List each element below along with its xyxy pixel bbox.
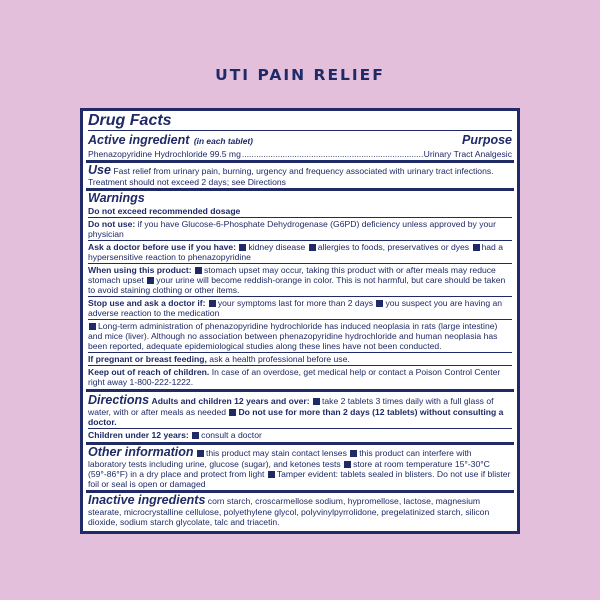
adults-direction-2: Do not use for more than 2 days (12 tablets) without consulting a doctor. [88,407,504,427]
bullet-square-icon [197,450,204,457]
use-text: Fast relief from urinary pain, burning, urgency and frequency associated with urinary tract infections. Treatment should not exceed 2 days; see Directions [88,166,494,187]
bullet-square-icon [313,398,320,405]
bullet-square-icon [209,300,216,307]
use-heading: Use [88,163,111,177]
active-ingredient-subheading: (in each tablet) [193,136,253,146]
bullet-square-icon [89,323,96,330]
long-term-warning: Long-term administration of phenazopyridine hydrochloride has induced neoplasia in rats (large intestine) and mice (liver). Although no association between phenazopyridine hydrochloride and human neoplasia has been reported, adequate epidemiological studies along these lines have not been conducted. [88,319,512,352]
bullet-square-icon [239,244,246,251]
ask-doctor-warning: Ask a doctor before use if you have: kidney disease allergies to foods, preservatives or dyes had a hypersensitive reaction to phenazopyridine [88,240,512,263]
bullet-square-icon [344,461,351,468]
adults-direction-1: take 2 tablets 3 times daily with a full glass of water, with or after meals as needed [88,396,494,417]
page-title: UTI PAIN RELIEF [215,66,385,84]
directions-section [86,389,514,442]
when-using-warning: When using this product: stomach upset may occur, taking this product with or after meals may reduce stomach upset your urine will become reddish-orange in color. This is not harmful, but care should be taken to avoid staining clothing or other items. [88,263,512,296]
bullet-square-icon [376,300,383,307]
children-direction: Children under 12 years: consult a doctor [88,428,512,441]
active-ingredient-heading: Active ingredient [88,133,190,147]
other-information-section: Other information this product may stain contact lenses this product can interfere with laboratory tests including urine, glucose (sugar), and ketones tests store at room temperature 15°-30°C (59°-86°F) in a dry place and protect from light Tamper evident: tablets sealed in blisters. Do not use if blister foil or seal is open or damaged [86,442,514,490]
bullet-square-icon [473,244,480,251]
pregnant-warning: If pregnant or breast feeding, ask a health professional before use. [88,352,512,365]
adults-label: Adults and children 12 years and over: [151,396,310,406]
bullet-square-icon [147,277,154,284]
inactive-ingredients-section [86,490,514,528]
do-not-use-warning: Do not use: if you have Glucose-6-Phosphate Dehydrogenase (G6PD) deficiency unless approved by your physician [88,217,512,240]
ingredient-row [88,149,512,159]
purpose-heading: Purpose [461,133,512,147]
bullet-square-icon [350,450,357,457]
warnings-section [86,188,514,389]
leader-dots [242,149,423,159]
ingredient-purpose: Urinary Tract Analgesic [423,149,512,159]
bullet-square-icon [229,409,236,416]
other-information-heading: Other information [88,445,194,459]
directions-heading: Directions [88,393,150,407]
bullet-square-icon [192,432,199,439]
keep-out-warning: Keep out of reach of children. In case of an overdose, get medical help or contact a Poison Control Center right away 1-800-222-1222. [88,365,512,388]
bullet-square-icon [268,471,275,478]
use-section [86,160,514,188]
inactive-ingredients-heading: Inactive ingredients [88,493,206,507]
drug-facts-heading: Drug Facts [88,112,172,129]
ingredient-name: Phenazopyridine Hydrochloride 99.5 mg [88,149,241,159]
drug-facts-panel [80,108,520,534]
bullet-square-icon [195,267,202,274]
inactive-ingredients-text: corn starch, croscarmellose sodium, hypromellose, lactose, magnesium stearate, microcrystalline cellulose, polyethylene glycol, polyvinylpyrrolidone, pregelatinized starch, silicon dioxide, sodium starch glycolate, talc and triacetin. [88,496,490,527]
stop-use-warning: Stop use and ask a doctor if: your symptoms last for more than 2 days you suspect you are having an adverse reaction to the medication [88,296,512,319]
active-ingredient-header [88,131,512,149]
active-ingredient-section [86,111,514,160]
bullet-square-icon [309,244,316,251]
warnings-heading: Warnings [88,191,145,205]
dosage-warning: Do not exceed recommended dosage [88,206,241,216]
